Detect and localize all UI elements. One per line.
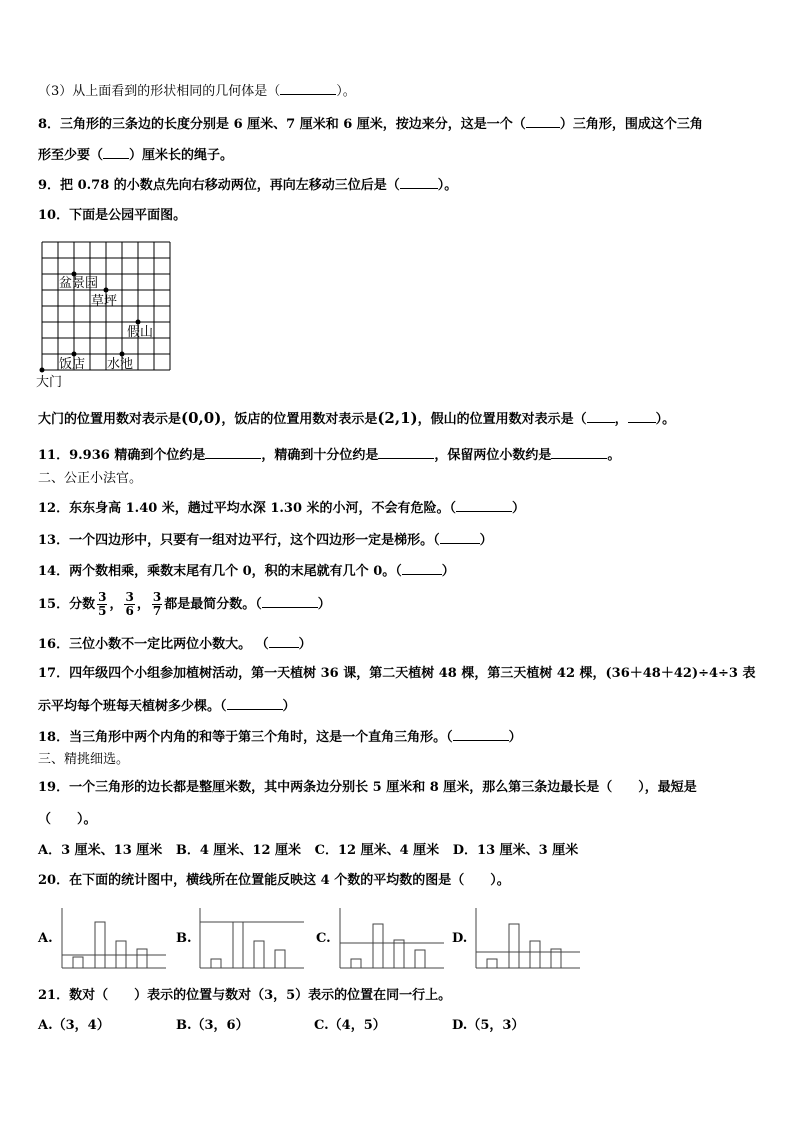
- point-gate: [40, 368, 45, 373]
- answer-blank[interactable]: [227, 697, 283, 710]
- bar: [394, 940, 404, 968]
- bar: [530, 941, 540, 968]
- point-pond: [120, 352, 125, 357]
- fraction: $\frac{3}{6}$: [125, 590, 134, 618]
- question-19-line2: （ ）。: [38, 812, 97, 827]
- answer-blank[interactable]: [526, 115, 560, 128]
- answer-blank[interactable]: [402, 562, 442, 575]
- chart-option-a: [58, 904, 168, 974]
- bar: [509, 924, 519, 968]
- question-14: 14．两个数相乘，乘数末尾有几个 0，积的末尾就有几个 0。（ ）: [38, 564, 455, 579]
- bar: [95, 922, 105, 968]
- label-bonsai-garden: 盆景园: [59, 276, 99, 291]
- bar: [211, 959, 221, 968]
- point-lawn: [104, 288, 109, 293]
- label-rockery: 假山: [127, 325, 154, 340]
- fraction: $\frac{3}{5}$: [98, 590, 107, 618]
- question-9: 9．把 0.78 的小数点先向右移动两位，再向左移动三位后是（ ）。: [38, 178, 458, 193]
- option-b[interactable]: B．4 厘米、12 厘米: [175, 843, 302, 858]
- fraction: $\frac{3}{7}$: [152, 590, 162, 618]
- question-15: 15．分数 $\frac{3}{5}$ ， $\frac{3}{6}$ ， $\frac{3}{7}$ 都是最简分数。（ ）: [38, 590, 331, 618]
- answer-blank[interactable]: [456, 499, 512, 512]
- option-c[interactable]: C.: [316, 931, 331, 946]
- option-d[interactable]: D．13 厘米、3 厘米: [452, 843, 579, 858]
- section-heading-2: 二、公正小法官。: [38, 471, 143, 486]
- label-lawn: 草坪: [91, 294, 118, 309]
- label-gate: 大门: [36, 375, 63, 390]
- answer-blank[interactable]: [551, 446, 607, 459]
- option-a[interactable]: A.: [38, 931, 53, 946]
- question-19-options: [38, 843, 578, 859]
- question-10: 10．下面是公园平面图。: [38, 208, 187, 223]
- question-18: 18．当三角形中两个内角的和等于第三个角时，这是一个直角三角形。（ ）: [38, 730, 522, 745]
- section-heading-3: 三、精挑细选。: [38, 752, 130, 767]
- answer-blank[interactable]: [269, 635, 299, 648]
- question-16: 16．三位小数不一定比两位小数大。 （ ）: [38, 637, 312, 652]
- bar: [415, 950, 425, 968]
- option-b[interactable]: B.: [176, 931, 192, 946]
- chart-option-b: [196, 904, 306, 974]
- option-c[interactable]: C.（4，5）: [314, 1018, 386, 1033]
- option-a[interactable]: A.（3，4）: [38, 1018, 110, 1033]
- question-20: 20．在下面的统计图中，横线所在位置能反映这 4 个数的平均数的图是（ ）。: [38, 873, 510, 888]
- question-11: 11．9.936 精确到个位约是 ，精确到十分位约是 ，保留两位小数约是 。: [38, 448, 621, 463]
- label-restaurant: 饭店: [59, 357, 86, 372]
- answer-blank[interactable]: [628, 410, 656, 423]
- point-rockery: [136, 320, 141, 325]
- question-21: 21．数对（ ）表示的位置与数对（3，5）表示的位置在同一行上。: [38, 988, 452, 1003]
- option-c[interactable]: C．12 厘米、4 厘米: [314, 843, 440, 858]
- bar: [351, 959, 361, 968]
- answer-blank[interactable]: [103, 146, 129, 159]
- answer-blank[interactable]: [440, 531, 480, 544]
- answer-blank[interactable]: [400, 176, 438, 189]
- question-7-3: （3）从上面看到的形状相同的几何体是（ ）。: [38, 84, 356, 99]
- question-21-options: [38, 1018, 572, 1034]
- option-d[interactable]: D.: [452, 931, 468, 946]
- chart-option-c: [336, 904, 446, 974]
- park-map: [36, 236, 176, 392]
- bar: [137, 949, 147, 968]
- answer-blank[interactable]: [280, 82, 336, 95]
- question-19: 19．一个三角形的边长都是整厘米数，其中两条边分别长 5 厘米和 8 厘米，那么第三条边最长是（ ），最短是: [38, 780, 697, 795]
- bar: [373, 924, 383, 968]
- bar: [233, 922, 243, 968]
- question-12: 12．东东身高 1.40 米，趟过平均水深 1.30 米的小河，不会有危险。（ ）: [38, 501, 526, 516]
- answer-blank[interactable]: [378, 446, 434, 459]
- option-a[interactable]: A．3 厘米、13 厘米: [38, 843, 163, 858]
- question-13: 13．一个四边形中，只要有一组对边平行，这个四边形一定是梯形。（ ）: [38, 533, 493, 548]
- point-restaurant: [72, 352, 77, 357]
- label-pond: 水池: [107, 357, 134, 372]
- question-17: 17．四年级四个小组参加植树活动，第一天植树 36 课，第二天植树 48 棵，第三天植树 42 棵，(36＋48＋42)÷4÷3 表: [38, 666, 756, 681]
- bar: [487, 959, 497, 968]
- question-17-line2: 示平均每个班每天植树多少棵。（ ）: [38, 699, 296, 714]
- answer-blank[interactable]: [587, 410, 615, 423]
- question-8-line2: 形至少要（ ）厘米长的绳子。: [38, 148, 234, 163]
- question-10-answer: 大门的位置用数对表示是(0,0)，饭店的位置用数对表示是(2,1)，假山的位置用数对表示是（ ， ）。: [38, 409, 676, 427]
- question-8: 8．三角形的三条边的长度分别是 6 厘米、7 厘米和 6 厘米，按边来分，这是一个（ ）三角形，围成这个三角: [38, 117, 703, 132]
- bar: [73, 957, 83, 968]
- bar: [254, 941, 264, 968]
- bar: [275, 950, 285, 968]
- option-d[interactable]: D.（5，3）: [452, 1018, 525, 1033]
- option-b[interactable]: B.（3，6）: [176, 1018, 249, 1033]
- answer-blank[interactable]: [262, 595, 318, 608]
- answer-blank[interactable]: [453, 728, 509, 741]
- answer-blank[interactable]: [205, 446, 261, 459]
- chart-option-d: [472, 904, 582, 974]
